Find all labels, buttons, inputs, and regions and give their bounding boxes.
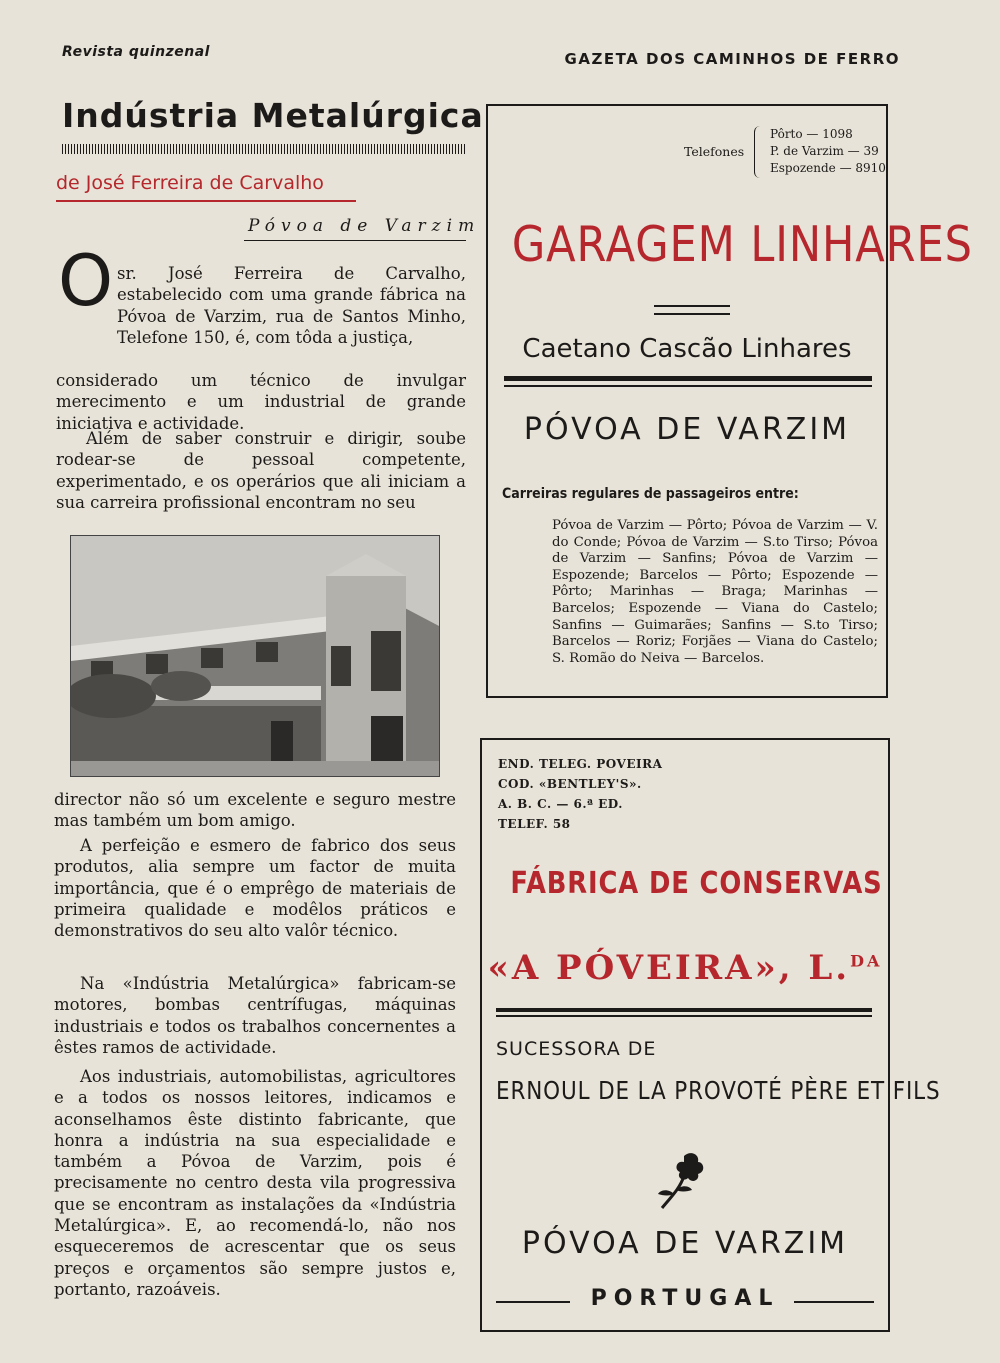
- paragraph-4: A perfeição e esmero de fabrico dos seus produtos, alia sempre um factor de muita importância, que é o emprêgo de materiais de primeira qualidade e modêlos práticos e demonstrativos do seu alto valôr técnico.: [54, 836, 456, 941]
- paragraph-1-start: sr. José Ferreira de Carvalho, estabelecido com uma grande fábrica na Póvoa de Varzim, rua de Santos Minho, Telefone 150, é, com tôda a justiça,: [117, 264, 466, 347]
- abc-edition: A. B. C. — 6.ª ED.: [498, 797, 623, 811]
- divider-rule: [654, 305, 730, 307]
- divider-rule: [654, 313, 730, 315]
- paragraph-3: director não só um excelente e seguro mestre mas também um bom amigo.: [54, 790, 456, 831]
- successor-label: SUCESSORA DE: [496, 1038, 657, 1060]
- header-left: Revista quinzenal: [62, 44, 210, 60]
- routes-list: Póvoa de Varzim — Pôrto; Póvoa de Varzim — V. do Conde; Póvoa de Varzim — S.to Tirso; Póvoa de Varzim — Sanfins; Póvoa de Varzim — Espozende; Barcelos — Pôrto; Espozende — Pôrto; Marinhas — Braga; Marinhas — Barcelos; Espozende — Viana do Castelo; Sanfins — Guimarães; Sanfins — S.to Tirso; Barcelos — Roriz; Forjães — Viana do Castelo; S. Romão do Neiva — Barcelos.: [552, 518, 878, 666]
- country-rule-right: [794, 1301, 874, 1303]
- phones-brace: [754, 126, 761, 178]
- title-hatch-rule: [62, 144, 466, 154]
- garage-name: GARAGEM LINHARES: [511, 216, 973, 273]
- drop-cap: O: [58, 240, 114, 322]
- thick-rule: [504, 376, 872, 381]
- thin-rule: [504, 385, 872, 387]
- factory-heading: FÁBRICA DE CONSERVAS: [510, 866, 883, 901]
- thick-rule: [496, 1008, 872, 1012]
- brand-text: «A PÓVEIRA», L.: [487, 948, 851, 988]
- garage-city: PÓVOA DE VARZIM: [523, 412, 851, 447]
- country: PORTUGAL: [590, 1286, 780, 1311]
- factory-photo: [70, 535, 440, 777]
- contact-info: [498, 754, 662, 834]
- paragraph-6: Aos industriais, automobilistas, agricultores e a todos os nossos leitores, indicamos e aconselhamos êste distinto fabricante, que honra a indústria na sua especialidade e também a Póvoa de Varzim, pois é precisamente no centro desta vila progressiva que se encontram as instalações da «Indústria Metalúrgica». E, ao recomendá-lo, não nos esqueceremos de acrescentar que os seus preços e orçamentos são sempre justos e, portanto, razoáveis.: [54, 1067, 456, 1299]
- phone-list: [770, 126, 886, 177]
- predecessor-name: ERNOUL DE LA PROVOTÉ PÈRE ET FILS: [496, 1076, 941, 1105]
- telephone: TELEF. 58: [498, 817, 571, 831]
- article-place: Póvoa de Varzim: [248, 216, 481, 236]
- phone-espozende: Espozende — 8910: [770, 161, 886, 175]
- cannery-advertisement: [480, 738, 941, 1332]
- cannery-city: PÓVOA DE VARZIM: [521, 1226, 849, 1261]
- article-subtitle: de José Ferreira de Carvalho: [56, 172, 324, 194]
- routes-title: Carreiras regulares de passageiros entre:: [502, 486, 799, 502]
- telegraph-address: END. TELEG. POVEIRA: [498, 757, 663, 771]
- phone-povoa: P. de Varzim — 39: [770, 144, 879, 158]
- brand-name: [482, 948, 888, 988]
- subtitle-rule: [56, 200, 356, 202]
- paragraph-2: Além de saber construir e dirigir, soube rodear-se de pessoal competente, experimentado, e os operários que ali iniciam a sua carreira profissional encontram no seu: [56, 429, 466, 512]
- garage-advertisement: [486, 104, 973, 698]
- paragraph-1-end: considerado um técnico de invulgar merecimento e um industrial de grande iniciativa e actividade.: [56, 371, 466, 433]
- header-right: GAZETA DOS CAMINHOS DE FERRO: [564, 50, 900, 68]
- paragraph-5: Na «Indústria Metalúrgica» fabricam-se motores, bombas centrífugas, máquinas industriais e todos os trabalhos concernentes a êstes ramos de actividade.: [54, 974, 456, 1057]
- factory-building-illustration: [71, 536, 439, 776]
- phone-porto: Pôrto — 1098: [770, 127, 853, 141]
- flower-ornament-icon: [654, 1148, 710, 1212]
- article-title: Indústria Metalúrgica: [62, 96, 484, 135]
- garage-owner: Caetano Cascão Linhares: [522, 334, 852, 364]
- place-rule: [244, 240, 466, 241]
- phones-label: Telefones: [684, 144, 745, 159]
- code-info: COD. «BENTLEY'S».: [498, 777, 642, 791]
- thin-rule: [496, 1015, 872, 1017]
- brand-suffix: DA: [850, 951, 883, 971]
